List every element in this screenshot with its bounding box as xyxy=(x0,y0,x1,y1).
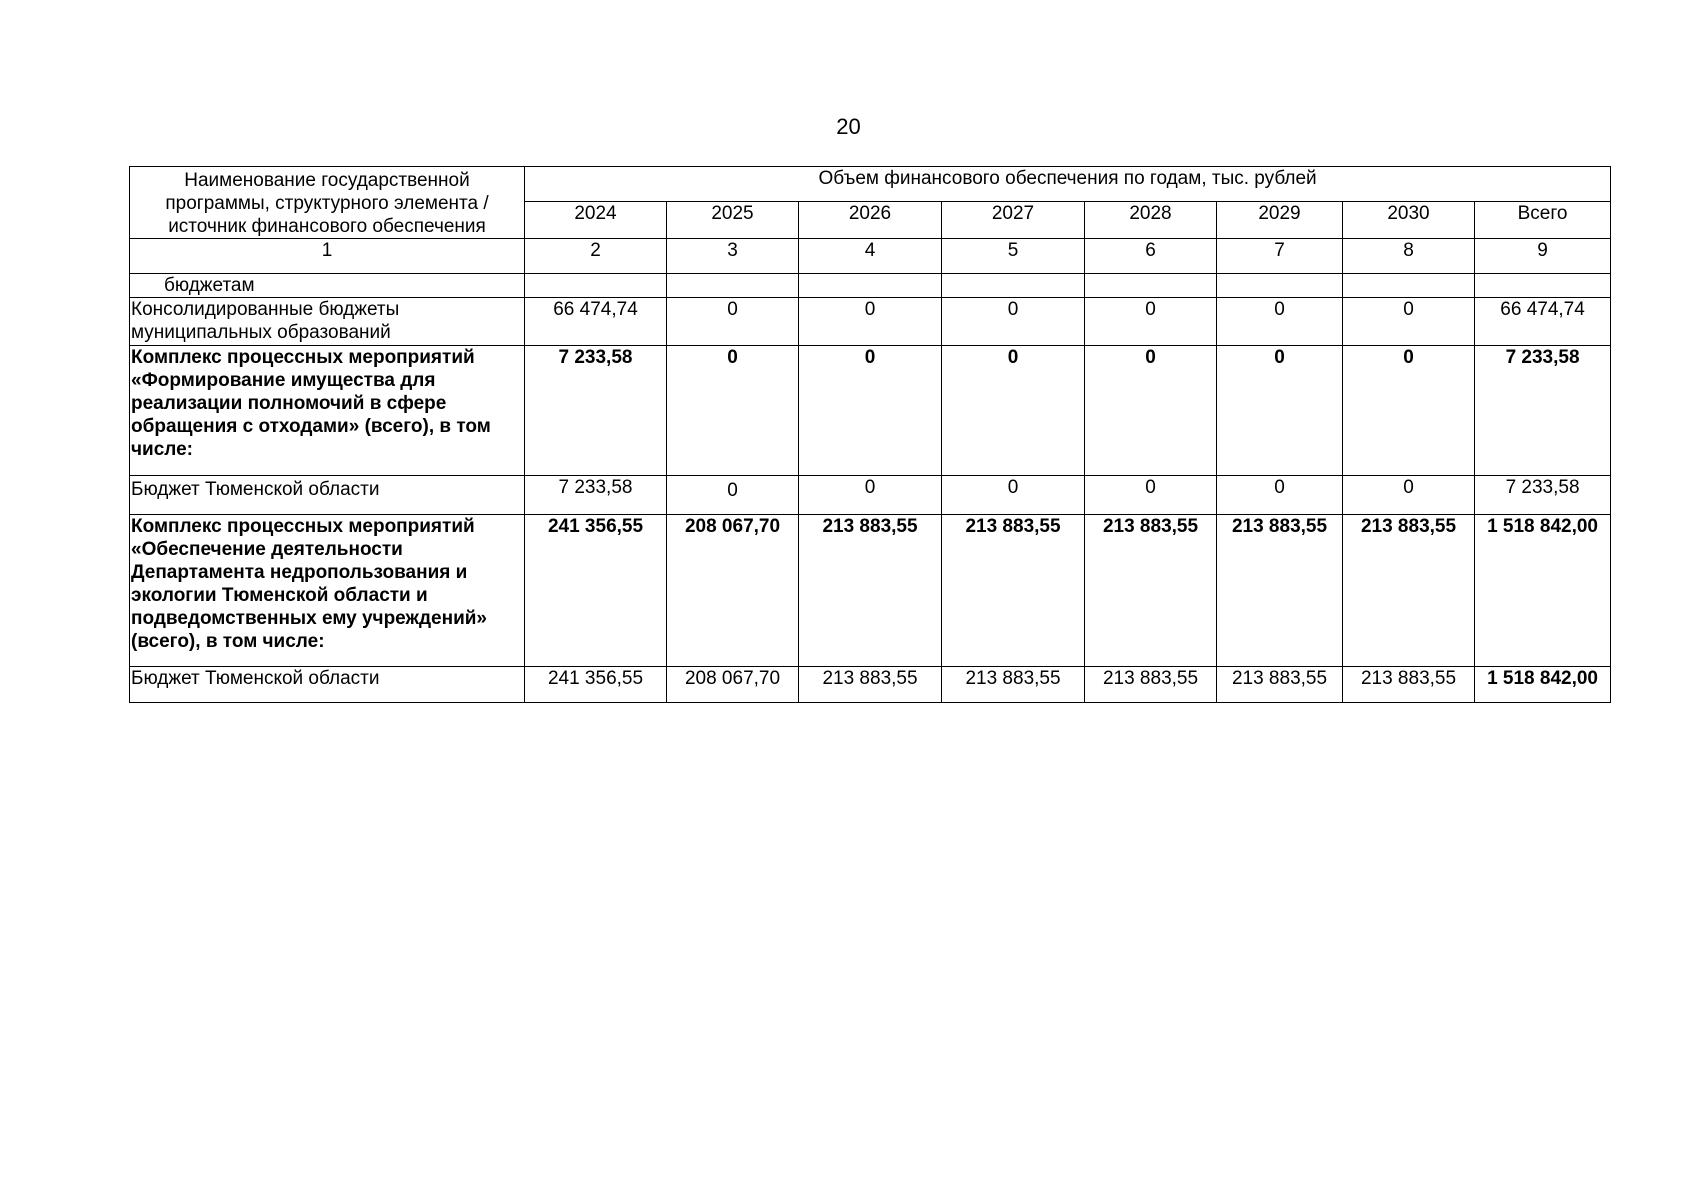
row-value xyxy=(1343,274,1475,298)
table-row xyxy=(130,667,1611,703)
row-value: 213 883,55 xyxy=(799,515,942,667)
row-value xyxy=(667,274,799,298)
row-value xyxy=(525,274,667,298)
row-value: 213 883,55 xyxy=(942,515,1085,667)
row-value: 0 xyxy=(1343,346,1475,476)
row-value: 0 xyxy=(1217,298,1343,346)
row-value: 0 xyxy=(1217,346,1343,476)
row-value xyxy=(1085,274,1217,298)
row-value: 213 883,55 xyxy=(1343,515,1475,667)
column-number: 6 xyxy=(1085,239,1217,274)
row-name: Бюджет Тюменской области xyxy=(130,667,525,703)
column-number: 3 xyxy=(667,239,799,274)
header-row-group xyxy=(130,167,1611,202)
row-name: Бюджет Тюменской области xyxy=(130,476,525,515)
row-value: 7 233,58 xyxy=(525,476,667,515)
header-name-column: Наименование государственной программы, структурного элемента / источник финансового обеспечения xyxy=(130,167,525,239)
column-number: 4 xyxy=(799,239,942,274)
row-value: 66 474,74 xyxy=(525,298,667,346)
row-value xyxy=(1217,274,1343,298)
row-value: 0 xyxy=(667,346,799,476)
header-total: Всего xyxy=(1475,202,1611,239)
header-year: 2026 xyxy=(799,202,942,239)
row-value: 208 067,70 xyxy=(667,667,799,703)
row-value: 0 xyxy=(799,346,942,476)
header-year: 2025 xyxy=(667,202,799,239)
header-year: 2024 xyxy=(525,202,667,239)
column-number-row xyxy=(130,239,1611,274)
column-number: 2 xyxy=(525,239,667,274)
row-value: 1 518 842,00 xyxy=(1475,515,1611,667)
table-row xyxy=(130,515,1611,667)
header-year: 2029 xyxy=(1217,202,1343,239)
row-value: 0 xyxy=(1085,346,1217,476)
row-value: 0 xyxy=(799,298,942,346)
row-value: 0 xyxy=(942,346,1085,476)
row-name: Комплекс процессных мероприятий «Обеспечение деятельности Департамента недропользования и экологии Тюменской области и подведомственных ему учреждений» (всего), в том числе: xyxy=(130,515,525,667)
column-number: 7 xyxy=(1217,239,1343,274)
row-value: 213 883,55 xyxy=(942,667,1085,703)
column-number: 1 xyxy=(130,239,525,274)
row-value: 0 xyxy=(1085,476,1217,515)
column-number: 5 xyxy=(942,239,1085,274)
row-value: 0 xyxy=(667,298,799,346)
row-value: 0 xyxy=(1343,298,1475,346)
header-year: 2028 xyxy=(1085,202,1217,239)
table-row xyxy=(130,346,1611,476)
header-year: 2027 xyxy=(942,202,1085,239)
row-name: бюджетам xyxy=(130,274,525,298)
table-row xyxy=(130,298,1611,346)
row-value: 0 xyxy=(1343,476,1475,515)
row-value: 0 xyxy=(1085,298,1217,346)
row-value: 213 883,55 xyxy=(1217,667,1343,703)
row-value xyxy=(799,274,942,298)
row-value: 66 474,74 xyxy=(1475,298,1611,346)
row-value: 0 xyxy=(1217,476,1343,515)
table-row xyxy=(130,274,1611,298)
row-value-total: 1 518 842,00 xyxy=(1475,667,1611,703)
row-name: Консолидированные бюджеты муниципальных образований xyxy=(130,298,525,346)
page-number: 20 xyxy=(836,114,861,139)
financing-table xyxy=(129,166,1611,703)
row-value: 241 356,55 xyxy=(525,515,667,667)
row-value: 7 233,58 xyxy=(1475,346,1611,476)
row-value: 0 xyxy=(942,298,1085,346)
row-name: Комплекс процессных мероприятий «Формирование имущества для реализации полномочий в сфере обращения с отходами» (всего), в том числе: xyxy=(130,346,525,476)
row-value: 7 233,58 xyxy=(1475,476,1611,515)
row-value: 213 883,55 xyxy=(1217,515,1343,667)
row-value: 213 883,55 xyxy=(799,667,942,703)
row-value: 7 233,58 xyxy=(525,346,667,476)
row-value: 213 883,55 xyxy=(1085,515,1217,667)
column-number: 9 xyxy=(1475,239,1611,274)
header-year: 2030 xyxy=(1343,202,1475,239)
row-value: 0 xyxy=(942,476,1085,515)
row-value xyxy=(1475,274,1611,298)
row-value xyxy=(942,274,1085,298)
row-value: 213 883,55 xyxy=(1085,667,1217,703)
row-value: 0 xyxy=(667,476,799,515)
column-number: 8 xyxy=(1343,239,1475,274)
row-value: 0 xyxy=(799,476,942,515)
header-group-title: Объем финансового обеспечения по годам, тыс. рублей xyxy=(525,167,1611,202)
row-value: 241 356,55 xyxy=(525,667,667,703)
row-value: 213 883,55 xyxy=(1343,667,1475,703)
row-value: 208 067,70 xyxy=(667,515,799,667)
table-row xyxy=(130,476,1611,515)
